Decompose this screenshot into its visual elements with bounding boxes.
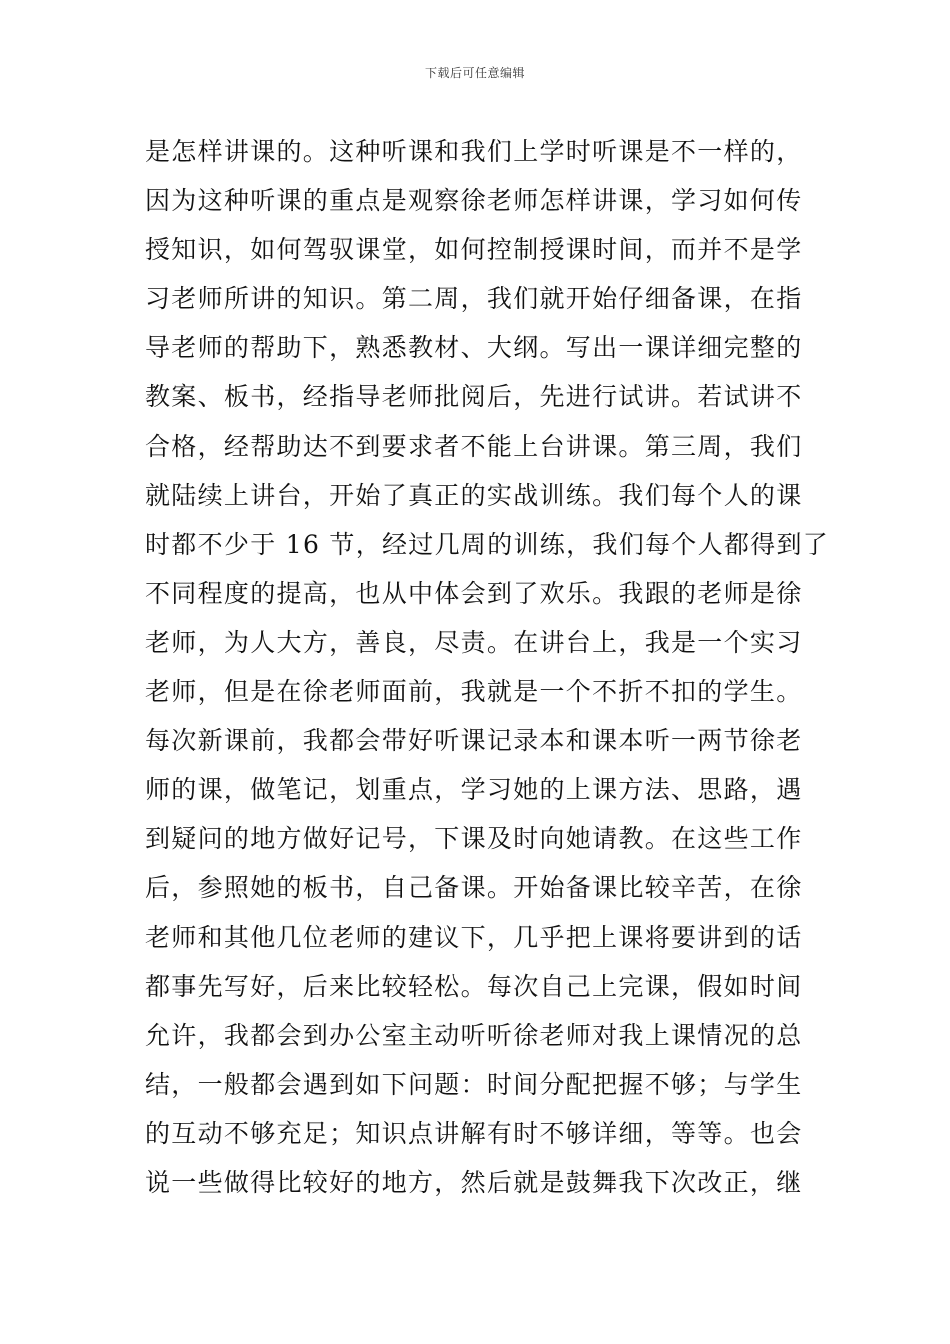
body-line: 授知识，如何驾驭课堂，如何控制授课时间，而并不是学	[145, 235, 803, 265]
body-line: 允许，我都会到办公室主动听听徐老师对我上课情况的总	[145, 1020, 803, 1050]
body-line: 是怎样讲课的。这种听课和我们上学时听课是不一样的，	[145, 137, 803, 166]
body-line: 就陆续上讲台，开始了真正的实战训练。我们每个人的课	[145, 480, 803, 510]
body-line: 老师和其他几位老师的建议下，几乎把上课将要讲到的话	[145, 922, 803, 952]
body-line: 师的课，做笔记，划重点，学习她的上课方法、思路，遇	[145, 775, 803, 805]
document-body	[145, 127, 830, 1207]
body-line: 合格，经帮助达不到要求者不能上台讲课。第三周，我们	[145, 431, 803, 461]
body-line: 都事先写好，后来比较轻松。每次自己上完课，假如时间	[145, 971, 803, 1001]
body-line: 老师，为人大方，善良，尽责。在讲台上，我是一个实习	[145, 627, 803, 657]
body-line: 教案、板书，经指导老师批阅后，先进行试讲。若试讲不	[145, 382, 803, 412]
body-line: 时都不少于 16 节，经过几周的训练，我们每个人都得到了	[145, 529, 830, 559]
body-line: 说一些做得比较好的地方，然后就是鼓舞我下次改正，继	[145, 1167, 803, 1197]
body-line: 不同程度的提高，也从中体会到了欢乐。我跟的老师是徐	[145, 578, 803, 608]
page-header-note: 下载后可任意编辑	[424, 66, 525, 80]
body-line: 后，参照她的板书，自己备课。开始备课比较辛苦，在徐	[145, 873, 803, 903]
body-line: 每次新课前，我都会带好听课记录本和课本听一两节徐老	[145, 726, 803, 756]
body-line: 老师，但是在徐老师面前，我就是一个不折不扣的学生。	[145, 677, 803, 707]
body-line: 导老师的帮助下，熟悉教材、大纲。写出一课详细完整的	[145, 333, 803, 363]
body-line: 结，一般都会遇到如下问题：时间分配把握不够；与学生	[145, 1069, 803, 1099]
body-line: 到疑问的地方做好记号，下课及时向她请教。在这些工作	[145, 824, 803, 854]
body-line: 的互动不够充足；知识点讲解有时不够详细，等等。也会	[145, 1118, 803, 1148]
body-line: 因为这种听课的重点是观察徐老师怎样讲课，学习如何传	[145, 186, 803, 216]
body-line: 习老师所讲的知识。第二周，我们就开始仔细备课，在指	[145, 284, 803, 314]
